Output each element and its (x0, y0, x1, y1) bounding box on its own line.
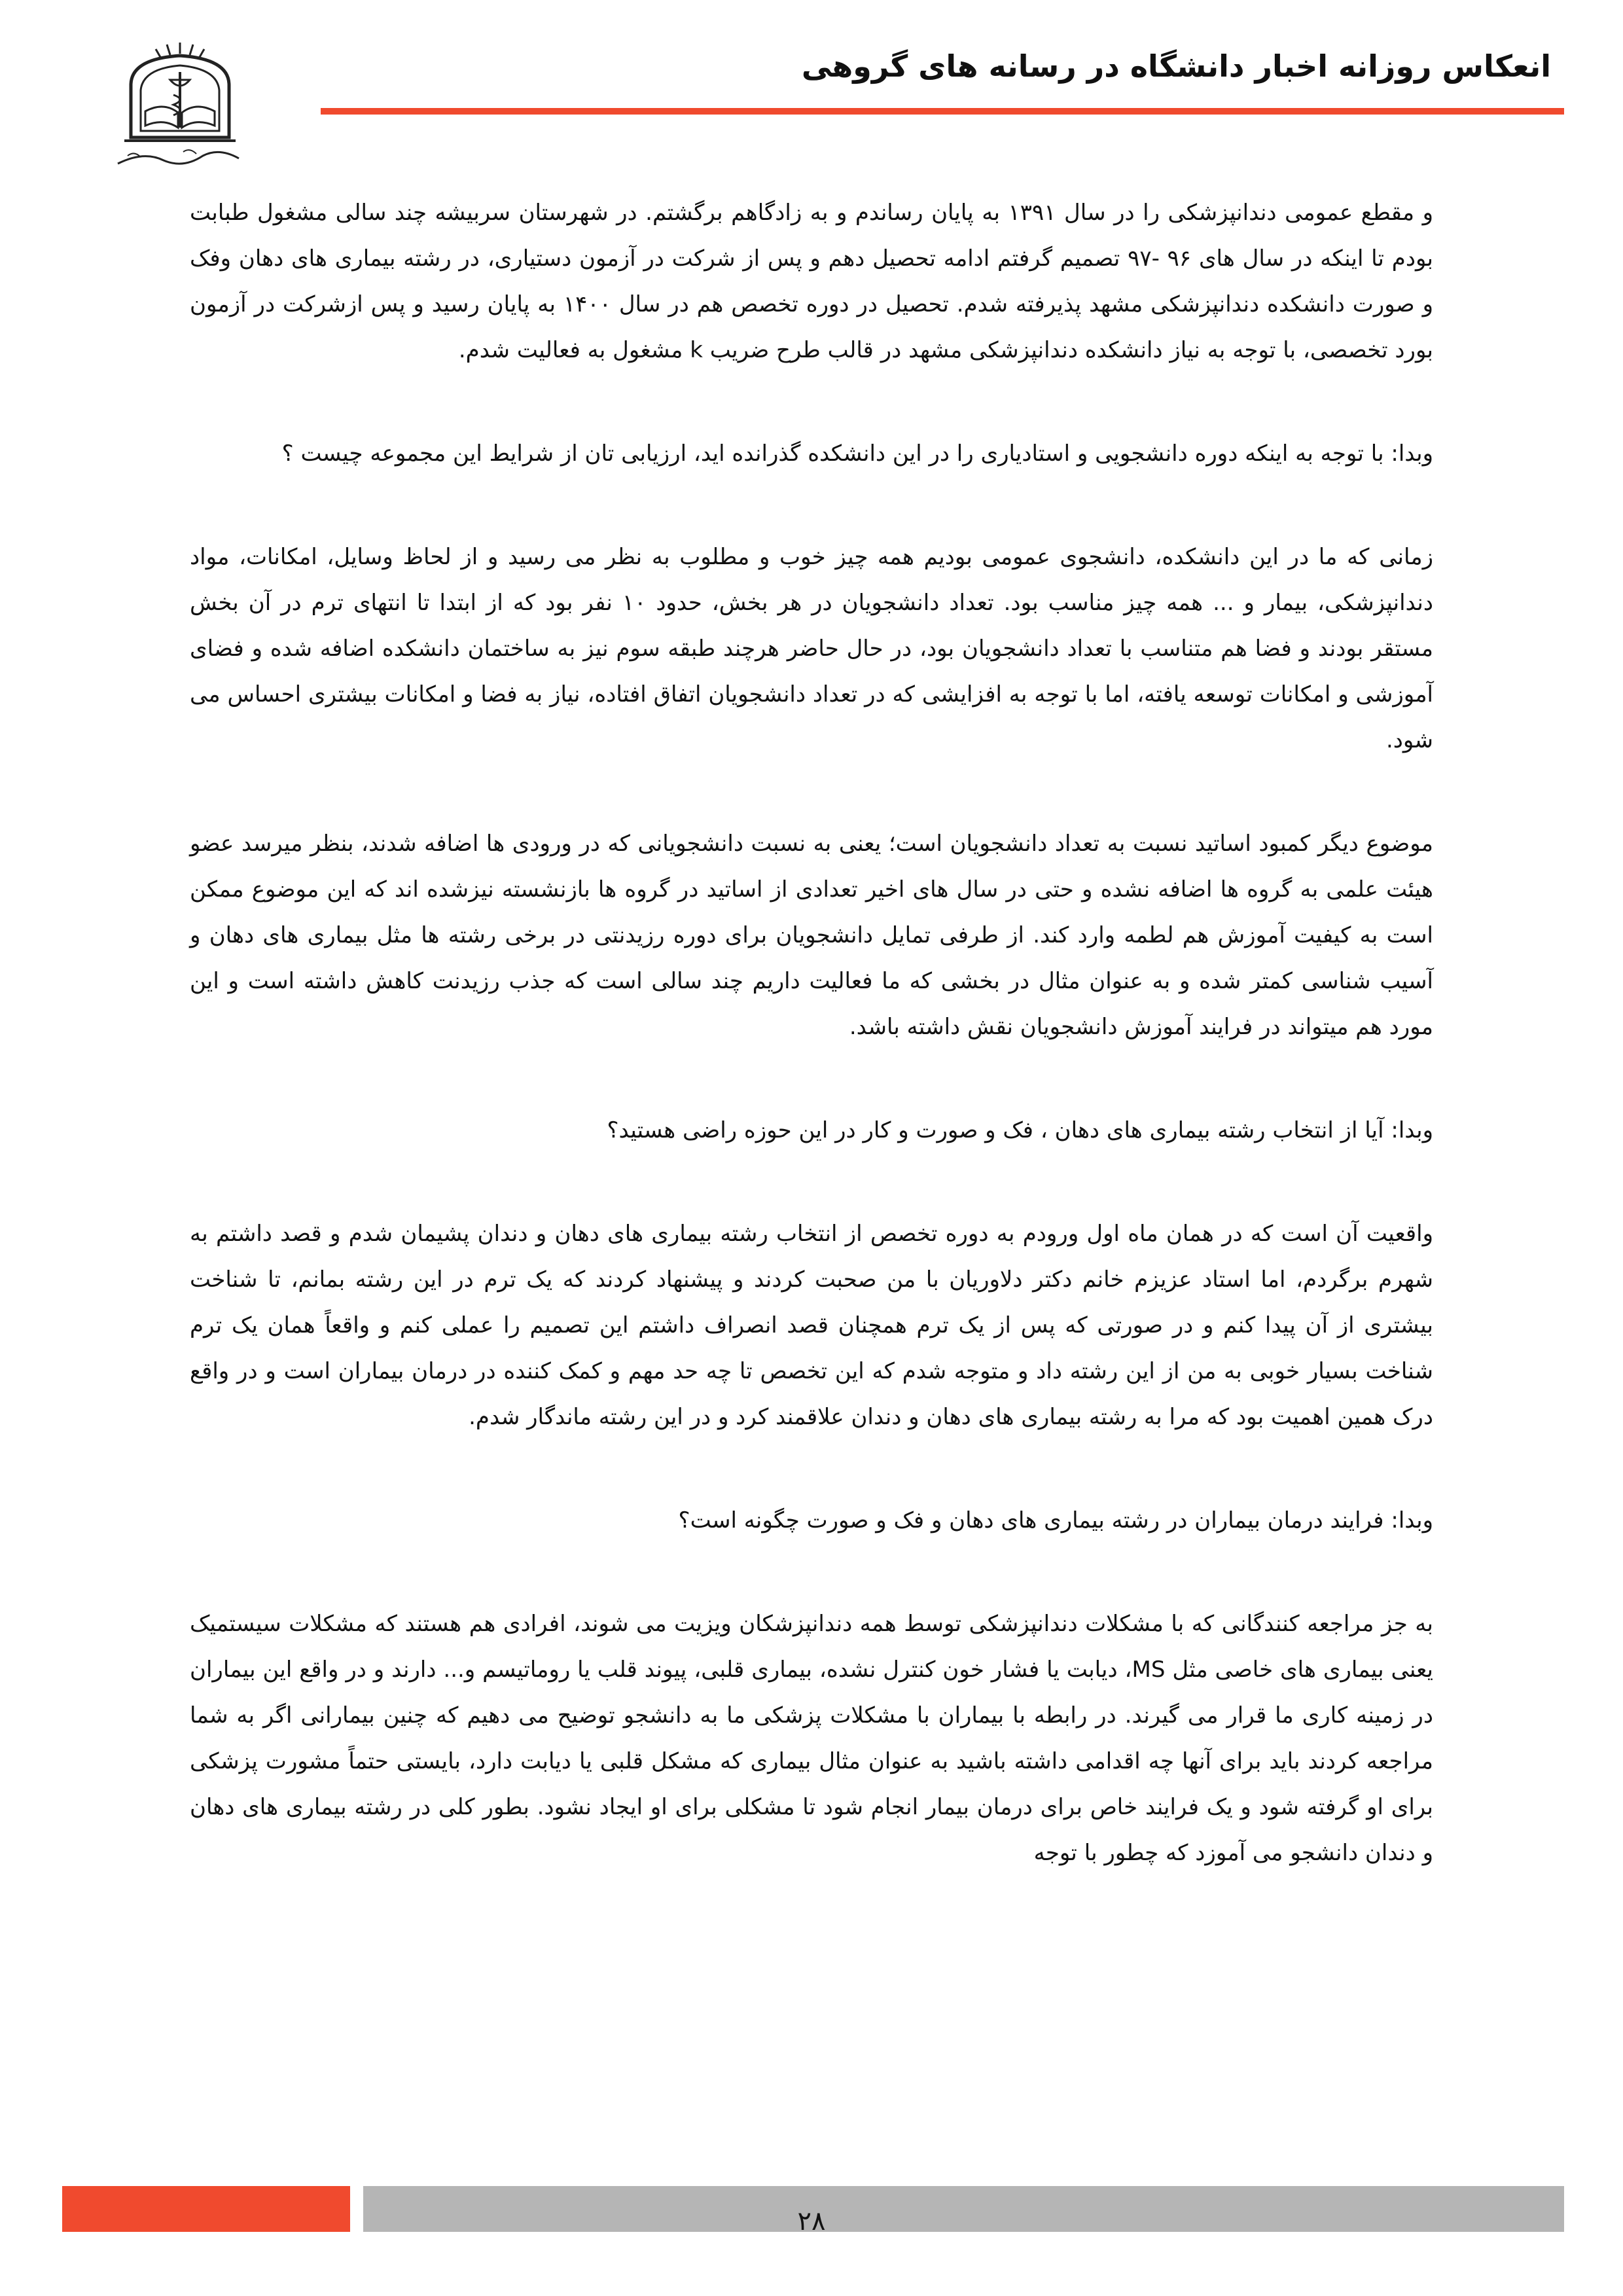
footer-red-bar (62, 2186, 350, 2232)
article-body (190, 190, 1433, 1876)
article-paragraph: به جز مراجعه کنندگانی که با مشکلات دندانپزشکی توسط همه دندانپزشکان ویزیت می شوند، افرادی هم هستند که مشکلات سیستمیک یعنی بیماری های خاصی مثل MS، دیابت یا فشار خون کنترل نشده، بیماری قلبی، پیوند قلب یا روماتیسم و... دارند و در واقع این بیماران در زمینه کاری ما قرار می گیرند. در رابطه با بیماران با مشکلات پزشکی ما به دانشجو توضیح می دهیم که چنین بیمارانی اگر به شما مراجعه کردند باید برای آنها چه اقدامی داشته باشید به عنوان مثال بیماری که مشکل قلبی یا دیابت دارد، بایستی حتماً مشورت پزشکی برای او گرفته شود و یک فرایند خاص برای درمان بیمار انجام شود تا مشکلی برای او ایجاد نشود. بطور کلی در رشته بیماری های دهان و دندان دانشجو می آموزد که چطور با توجه (190, 1611, 1434, 1866)
article-paragraph: واقعیت آن است که در همان ماه اول ورودم به دوره تخصص از انتخاب رشته بیماری های دهان و دندان پشیمان شدم و قصد داشتم به شهرم برگردم، اما استاد عزیزم خانم دکتر دلاوریان با من صحبت کردند و پیشنهاد کردند که یک ترم در این رشته بمانم، تا شناخت بیشتری از آن پیدا کنم و در صورتی که پس از یک ترم همچنان قصد انصراف داشتم این تصمیم را عملی کنم و واقعاً همان یک ترم شناخت بسیار خوبی به من از این رشته داد و متوجه شدم که این تخصص تا چه حد مهم و کمک کننده در درمان بیماران است و در واقع درک همین اهمیت بود که مرا به رشته بیماری های دهان و دندان علاقمند کرد و در این رشته ماندگار شدم. (190, 1221, 1433, 1430)
article-paragraph: موضوع دیگر کمبود اساتید نسبت به تعداد دانشجویان است؛ یعنی به نسبت دانشجویانی که در ورودی ها اضافه شدند، بنظر میرسد عضو هیئت علمی به گروه ها اضافه نشده و حتی در سال های اخیر تعدادی از اساتید در گروه ها بازنشسته نیزشده اند که این موضوع ممکن است به کیفیت آموزش هم لطمه وارد کند. از طرفی تمایل دانشجویان برای دوره رزیدنتی در برخی رشته ها مثل بیماری های دهان و آسیب شناسی کمتر شده و به عنوان مثال در بخشی که ما فعالیت داریم چند سالی است که جذب رزیدنت کاهش داشته است و این مورد هم میتواند در فرایند آموزش دانشجویان نقش داشته باشد. (190, 831, 1433, 1040)
article-paragraph: و مقطع عمومی دندانپزشکی را در سال ۱۳۹۱ به پایان رساندم و به زادگاهم برگشتم. در شهرستان سربیشه چند سالی مشغول طبابت بودم تا اینکه در سال های ۹۶ -۹۷ تصمیم گرفتم ادامه تحصیل دهم و پس از شرکت در آزمون دستیاری، در رشته بیماری های دهان وفک و صورت دانشکده دندانپزشکی مشهد پذیرفته شدم. تحصیل در دوره تخصص هم در سال ۱۴۰۰ به پایان رسید و پس ازشرکت در آزمون بورد تخصصی، با توجه به نیاز دانشکده دندانپزشکی مشهد در قالب طرح ضریب k مشغول به فعالیت شدم. (190, 200, 1433, 363)
header-title: انعکاس روزانه اخبار دانشگاه در رسانه های گروهی (801, 48, 1551, 84)
footer-gray-bar (363, 2186, 1564, 2232)
page-number: ۲۸ (797, 2206, 826, 2236)
article-paragraph: زمانی که ما در این دانشکده، دانشجوی عمومی بودیم همه چیز خوب و مطلوب به نظر می رسید و از لحاظ وسایل، امکانات، مواد دندانپزشکی، بیمار و ... همه چیز مناسب بود. تعداد دانشجویان در هر بخش، حدود ۱۰ نفر بود که از ابتدا تا انتهای ترم در آن بخش مستقر بودند و فضا هم متناسب با تعداد دانشجویان بود، در حال حاضر هرچند طبقه سوم نیز به ساختمان دانشکده اضافه شده و فضای آموزشی و امکانات توسعه یافته، اما با توجه به افزایشی که در تعداد دانشجویان اتفاق افتاده، نیاز به فضا و امکانات بیشتری احساس می شود. (190, 544, 1433, 753)
interview-question: وبدا: آیا از انتخاب رشته بیماری های دهان ، فک و صورت و کار در این حوزه راضی هستید؟ (607, 1117, 1433, 1143)
mums-university-logo-icon (105, 39, 255, 170)
interview-question: وبدا: با توجه به اینکه دوره دانشجویی و استادیاری را در این دانشکده گذرانده اید، ارزیابی تان از شرایط این مجموعه چیست ؟ (281, 440, 1433, 467)
header-rule (321, 108, 1564, 115)
interview-question: وبدا: فرایند درمان بیماران در رشته بیماری های دهان و فک و صورت چگونه است؟ (678, 1507, 1433, 1534)
